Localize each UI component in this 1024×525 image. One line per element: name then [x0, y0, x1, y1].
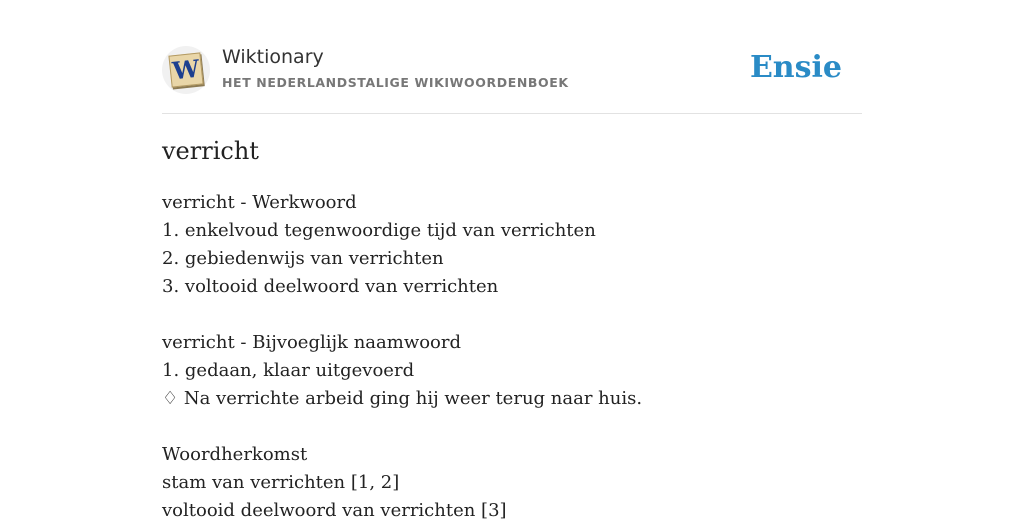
- site-title[interactable]: Wiktionary: [222, 46, 324, 68]
- definition-line: 1. gedaan, klaar uitgevoerd: [162, 360, 415, 381]
- etymology-heading: Woordherkomst: [162, 444, 308, 465]
- site-header: [162, 0, 862, 114]
- definition-line: 3. voltooid deelwoord van verrichten: [162, 276, 499, 297]
- definition-line: 2. gebiedenwijs van verrichten: [162, 248, 444, 269]
- example-sentence: ♢ Na verrichte arbeid ging hij weer terug naar huis.: [162, 388, 643, 409]
- entry-heading-bijvoeglijk-naamwoord: verricht - Bijvoeglijk naamwoord: [162, 332, 462, 353]
- ensie-brand-link[interactable]: Ensie: [749, 50, 842, 85]
- entry-heading-werkwoord: verricht - Werkwoord: [162, 192, 357, 213]
- wiktionary-logo-icon[interactable]: [162, 46, 210, 94]
- blank-line: [162, 413, 642, 441]
- logo-letter: W: [168, 52, 203, 87]
- definition-content: [162, 189, 642, 525]
- site-subtitle: HET NEDERLANDSTALIGE WIKIWOORDENBOEK: [222, 75, 569, 90]
- etymology-line: voltooid deelwoord van verrichten [3]: [162, 500, 507, 521]
- page-title: verricht: [162, 137, 259, 165]
- page: [162, 0, 862, 521]
- blank-line: [162, 301, 642, 329]
- definition-line: 1. enkelvoud tegenwoordige tijd van verrichten: [162, 220, 596, 241]
- etymology-line: stam van verrichten [1, 2]: [162, 472, 400, 493]
